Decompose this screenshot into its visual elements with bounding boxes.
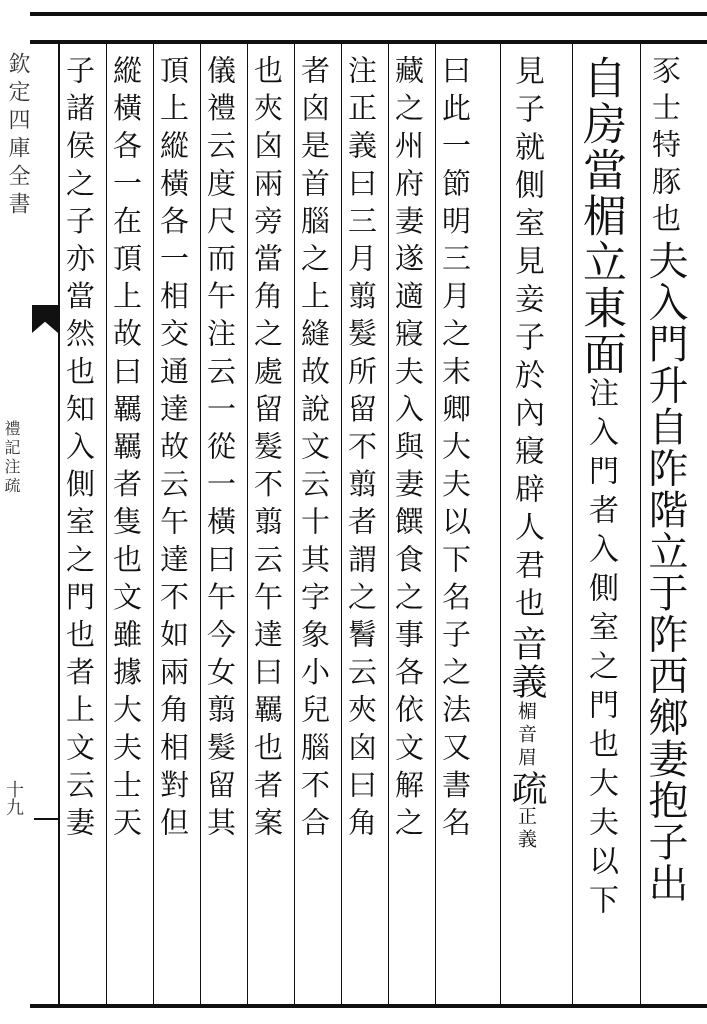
column-rule xyxy=(106,40,107,1008)
text-segment: 儀禮云度尺而午注云一從一橫曰午今女翦髮留其 xyxy=(203,55,237,845)
text-column-2 xyxy=(575,55,626,923)
column-rule xyxy=(294,40,295,1008)
column-rule xyxy=(388,40,389,1008)
column-rule xyxy=(640,40,641,1008)
column-rule xyxy=(500,40,501,1008)
column-rule xyxy=(247,40,248,1008)
column-rule xyxy=(435,40,436,1008)
fishtail-mark xyxy=(32,305,58,333)
margin-rule xyxy=(58,40,60,1008)
text-segment: 見子就側室見妾子於內寢辟人君也 xyxy=(509,55,544,625)
text-segment: 子諸侯之子亦當然也知入側室之門也者上文云妻 xyxy=(62,55,96,845)
text-column-9 xyxy=(203,55,237,845)
text-segment: 注正義曰三月翦髮所留不翦者謂之鬌云夾囟曰角 xyxy=(344,55,378,845)
column-rule xyxy=(572,40,573,1008)
text-segment: 縱橫各一在頂上故曰羈羈者隻也文雖據大夫士天 xyxy=(109,55,143,845)
text-column-4 xyxy=(438,55,472,845)
text-column-6 xyxy=(344,55,378,845)
margin-page-number: 十九 xyxy=(3,780,24,816)
text-segment: 也夾囟兩旁當角之處留髮不翦云午達曰羈也者案 xyxy=(250,55,284,845)
text-column-11 xyxy=(109,55,143,845)
margin-book-title: 禮記注疏 xyxy=(2,420,21,496)
text-column-1 xyxy=(642,55,688,904)
column-rule xyxy=(341,40,342,1008)
text-segment: 音義 xyxy=(506,625,547,701)
text-column-5 xyxy=(391,55,425,845)
frame-top-border xyxy=(30,12,707,16)
text-segment: 者囟是首腦之上縫故說文云十其字象小兒腦不合 xyxy=(297,55,331,845)
text-column-3 xyxy=(506,55,547,852)
column-rule xyxy=(153,40,154,1008)
text-segment: 藏之州府妻遂適寢夫入與妻饌食之事各依文解之 xyxy=(391,55,425,845)
column-rule xyxy=(200,40,201,1008)
text-segment: 疏 xyxy=(506,770,547,806)
text-segment: 頂上縱橫各一相交通達故云午達不如兩角相對但 xyxy=(156,55,190,845)
text-segment: 曰此一節明三月之末卿大夫以下名子之法又書名 xyxy=(438,55,472,845)
text-column-8 xyxy=(250,55,284,845)
text-segment: 自房當楣立東面 xyxy=(575,55,626,377)
frame-inner-border xyxy=(30,40,707,44)
text-segment: 楣音眉 xyxy=(515,701,537,770)
text-segment: 豕士特豚也 xyxy=(648,55,682,240)
frame-bottom-border xyxy=(30,1004,707,1008)
text-column-12 xyxy=(62,55,96,845)
text-segment: 正義 xyxy=(515,806,537,852)
margin-series-title: 欽定四庫全書 xyxy=(5,52,30,220)
text-segment: 注入門者入側室之門也大夫以下 xyxy=(583,377,618,923)
text-column-7 xyxy=(297,55,331,845)
margin-tick xyxy=(34,818,60,820)
text-column-10 xyxy=(156,55,190,845)
text-segment: 夫入門升自阼階立于阼西鄉妻抱子出 xyxy=(642,240,688,904)
